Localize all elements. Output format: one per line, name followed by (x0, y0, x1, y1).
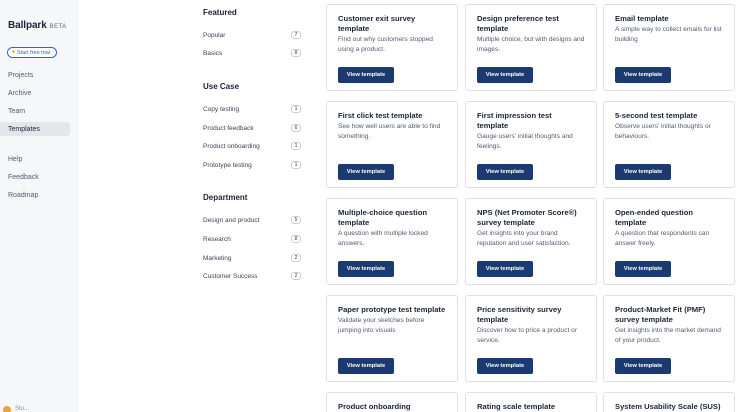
view-template-button[interactable]: View template (615, 261, 671, 277)
card-title: Multiple-choice question template (338, 208, 428, 227)
nav-archive[interactable]: Archive (8, 89, 32, 97)
template-card[interactable] (326, 4, 458, 91)
filter-copy-testing[interactable] (203, 103, 301, 115)
filter-product-onboarding[interactable] (203, 140, 301, 152)
view-template-button[interactable]: View template (477, 261, 533, 277)
view-template-button[interactable]: View template (615, 164, 671, 180)
filter-label: Product onboarding (203, 142, 260, 150)
card-title: Product onboarding (338, 402, 411, 411)
filter-popular[interactable] (203, 29, 301, 41)
nav-projects[interactable]: Projects (8, 71, 34, 79)
sparkle-icon: ✦ (11, 50, 17, 56)
trial-label: Start free trial (17, 49, 51, 56)
user-name: Stu... (15, 406, 30, 412)
featured-heading: Featured (203, 8, 237, 17)
count-badge: 7 (291, 31, 301, 39)
nav-templates[interactable]: Templates (0, 122, 70, 136)
use-case-heading: Use Case (203, 82, 240, 91)
template-card[interactable] (465, 4, 597, 91)
brand-name: Ballpark (8, 20, 47, 31)
template-card[interactable] (465, 101, 597, 188)
template-card[interactable] (603, 101, 735, 188)
card-description: Observe users' initial thoughts or behaviours. (615, 123, 711, 140)
card-title: Design preference test template (477, 14, 559, 33)
card-description: A question with multiple locked answers. (338, 230, 428, 247)
avatar[interactable] (3, 406, 11, 412)
department-heading: Department (203, 193, 248, 202)
view-template-button[interactable]: View template (477, 164, 533, 180)
count-badge: 6 (291, 124, 301, 132)
card-title: Customer exit survey template (338, 14, 416, 33)
card-title: Email template (615, 14, 669, 23)
card-description: Discover how to price a product or service. (477, 327, 578, 344)
template-card[interactable] (603, 392, 735, 412)
view-template-button[interactable]: View template (477, 67, 533, 83)
count-badge: 2 (291, 272, 301, 280)
view-template-button[interactable]: View template (615, 358, 671, 374)
view-template-button[interactable]: View template (338, 164, 394, 180)
count-badge: 1 (291, 105, 301, 113)
template-card[interactable] (465, 198, 597, 285)
card-description: A simple way to collect emails for list building (615, 26, 722, 43)
filter-basics[interactable] (203, 47, 301, 59)
card-description: A question that respondents can answer freely. (615, 230, 710, 247)
card-title: First impression test template (477, 111, 552, 130)
count-badge: 8 (291, 49, 301, 57)
start-free-trial-button[interactable] (7, 47, 57, 58)
nav-roadmap[interactable]: Roadmap (8, 191, 39, 199)
view-template-button[interactable]: View template (338, 358, 394, 374)
template-card[interactable] (603, 4, 735, 91)
beta-label: BETA (49, 24, 67, 30)
filter-product-feedback[interactable] (203, 122, 301, 134)
card-title: Paper prototype test template (338, 305, 446, 314)
card-title: First click test template (338, 111, 423, 120)
card-title: NPS (Net Promoter Score®) survey template (477, 208, 577, 227)
card-title: 5-second test template (615, 111, 698, 120)
count-badge: 1 (291, 161, 301, 169)
filter-label: Prototype testing (203, 161, 252, 169)
view-template-button[interactable]: View template (615, 67, 671, 83)
card-title: Price sensitivity survey template (477, 305, 562, 324)
count-badge: 2 (291, 254, 301, 262)
template-card[interactable] (603, 198, 735, 285)
template-grid (326, 4, 740, 412)
card-description: Gauge users' initial thoughts and feelings. (477, 133, 573, 150)
template-card[interactable] (465, 392, 597, 412)
filter-label: Popular (203, 31, 226, 39)
template-card[interactable] (603, 295, 735, 382)
filter-label: Research (203, 235, 231, 243)
filter-marketing[interactable] (203, 252, 301, 264)
card-description: Find out why customers stopped using a product. (338, 36, 433, 53)
sidebar (0, 0, 78, 412)
card-title: System Usability Scale (SUS) (615, 402, 721, 411)
filter-label: Copy testing (203, 105, 240, 113)
card-description: Get insights into the market demand of your product. (615, 327, 721, 344)
template-card[interactable] (326, 198, 458, 285)
card-title: Rating scale template (477, 402, 556, 411)
filter-label: Marketing (203, 254, 232, 262)
view-template-button[interactable]: View template (338, 261, 394, 277)
filter-prototype-testing[interactable] (203, 159, 301, 171)
template-card[interactable] (326, 101, 458, 188)
count-badge: 1 (291, 142, 301, 150)
card-description: Multiple choice, but with designs and images. (477, 36, 585, 53)
filter-label: Design and product (203, 216, 260, 224)
brand[interactable] (8, 20, 67, 31)
template-card[interactable] (465, 295, 597, 382)
nav-help[interactable]: Help (8, 155, 23, 163)
template-card[interactable] (326, 295, 458, 382)
nav-team[interactable]: Team (8, 107, 26, 115)
nav-feedback[interactable]: Feedback (8, 173, 39, 181)
filter-label: Customer Success (203, 272, 258, 280)
count-badge: 5 (291, 216, 301, 224)
card-title: Open-ended question template (615, 208, 694, 227)
filter-customer-success[interactable] (203, 270, 301, 282)
view-template-button[interactable]: View template (477, 358, 533, 374)
filter-label: Product feedback (203, 124, 254, 132)
card-title: Product-Market Fit (PMF) survey template (615, 305, 706, 324)
card-description: Validate your sketches before jumping into visuals (338, 317, 425, 334)
filter-label: Basics (203, 49, 223, 57)
card-description: Get insights into your brand reputation and user satisfaction. (477, 230, 571, 247)
filter-research[interactable] (203, 233, 301, 245)
filter-design-and-product[interactable] (203, 214, 301, 226)
count-badge: 8 (291, 235, 301, 243)
card-description: See how well users are able to find something. (338, 123, 441, 140)
view-template-button[interactable]: View template (338, 67, 394, 83)
template-card[interactable] (326, 392, 458, 412)
